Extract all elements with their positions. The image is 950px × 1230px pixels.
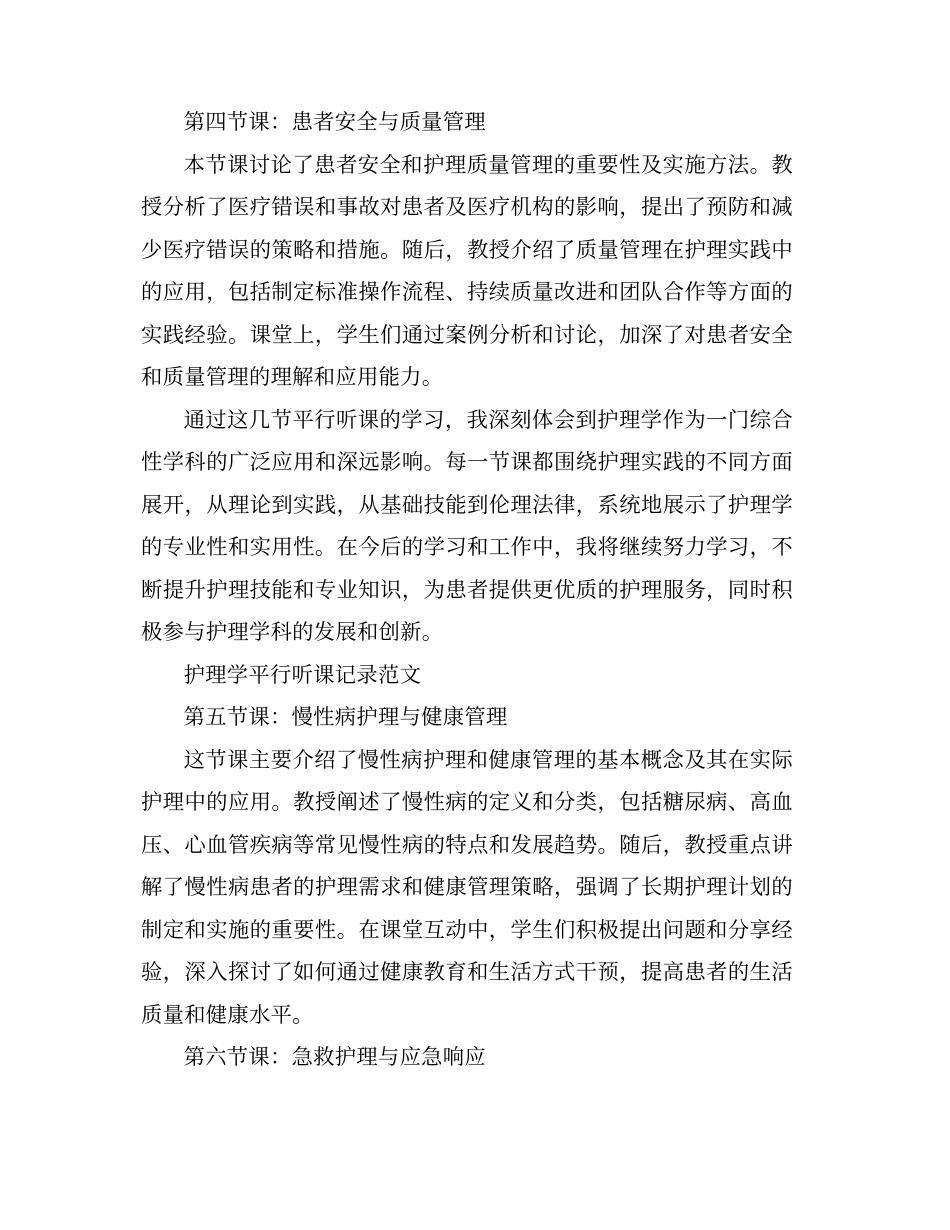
document-body [141, 102, 793, 1080]
document-subtitle: 护理学平行听课记录范文 [183, 662, 422, 688]
paragraph-reflection: 通过这几节平行听课的学习，我深刻体会到护理学作为一门综合性学科的广泛应用和深远影响。每一节课都围绕护理实践的不同方面展开，从理论到实践，从基础技能到伦理法律，系统地展示了护理学的专业性和实用性。在今后的学习和工作中，我将继续努力学习，不断提升护理技能和专业知识，为患者提供更优质的护理服务，同时积极参与护理学科的发展和创新。 [141, 407, 793, 645]
section-heading-lesson-5: 第五节课：慢性病护理与健康管理 [183, 705, 508, 730]
section-heading-lesson-6: 第六节课：急救护理与应急响应 [183, 1045, 486, 1070]
paragraph-lesson-5-summary: 这节课主要介绍了慢性病护理和健康管理的基本概念及其在实际护理中的应用。教授阐述了慢性病的定义和分类，包括糖尿病、高血压、心血管疾病等常见慢性病的特点和发展趋势。随后，教授重点讲解了慢性病患者的护理需求和健康管理策略，强调了长期护理计划的制定和实施的重要性。在课堂互动中，学生们积极提出问题和分享经验，深入探讨了如何通过健康教育和生活方式干预，提高患者的生活质量和健康水平。 [141, 747, 793, 1028]
section-heading-lesson-4: 第四节课：患者安全与质量管理 [183, 110, 486, 135]
paragraph-lesson-4-summary: 本节课讨论了患者安全和护理质量管理的重要性及实施方法。教授分析了医疗错误和事故对患者及医疗机构的影响，提出了预防和减少医疗错误的策略和措施。随后，教授介绍了质量管理在护理实践中的应用，包括制定标准操作流程、持续质量改进和团队合作等方面的实践经验。课堂上，学生们通过案例分析和讨论，加深了对患者安全和质量管理的理解和应用能力。 [141, 152, 793, 390]
